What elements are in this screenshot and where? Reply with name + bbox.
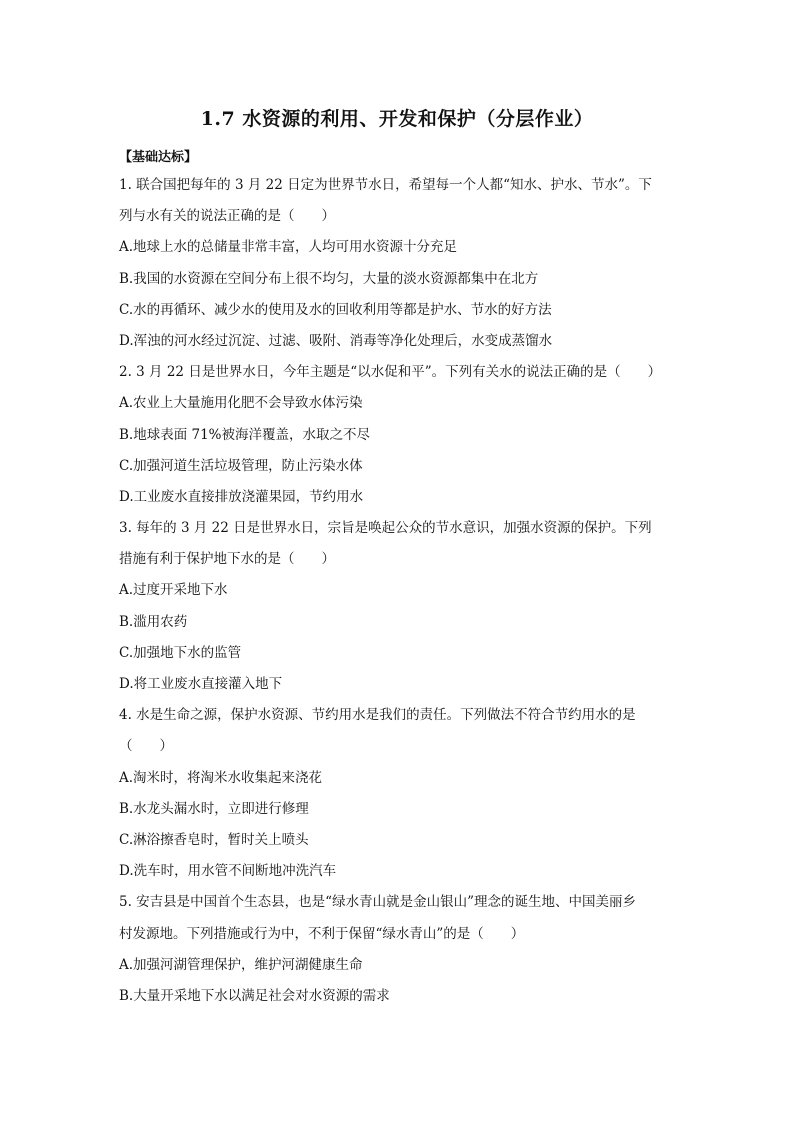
answer-option: D.工业废水直接排放浇灌果园，节约用水	[119, 488, 364, 505]
answer-option: B.水龙头漏水时，立即进行修理	[119, 800, 309, 817]
answer-option: B.地球表面 71%被海洋覆盖，水取之不尽	[119, 426, 371, 443]
answer-option: A.加强河湖管理保护，维护河湖健康生命	[119, 956, 363, 973]
question-stem-line: （ ）	[119, 738, 173, 755]
question-4	[119, 700, 679, 887]
answer-option: D.将工业废水直接灌入地下	[119, 676, 283, 692]
answer-option: A.淘米时，将淘米水收集起来浇花	[119, 769, 323, 786]
question-1	[119, 170, 679, 357]
question-stem-line: 2. 3 月 22 日是世界水日，今年主题是“以水促和平”。下列有关水的说法正确的是（ ）	[119, 364, 662, 381]
question-stem-line: 列与水有关的说法正确的是（ ）	[119, 208, 335, 225]
answer-option: D.洗车时，用水管不间断地冲洗汽车	[119, 863, 337, 880]
document-title: 1.7 水资源的利用、开发和保护（分层作业）	[200, 108, 594, 130]
answer-option: C.加强河道生活垃圾管理，防止污染水体	[119, 457, 363, 474]
answer-option: A.农业上大量施用化肥不会导致水体污染	[119, 395, 363, 412]
question-stem-line: 5. 安吉县是中国首个生态县，也是“绿水青山就是金山银山”理念的诞生地、中国美丽乡	[119, 894, 636, 911]
answer-option: B.滥用农药	[119, 613, 188, 630]
question-stem-line: 村发源地。下列措施或行为中，不利于保留“绿水青山”的是（ ）	[119, 925, 525, 942]
question-2	[119, 357, 679, 513]
question-stem-line: 1. 联合国把每年的 3 月 22 日定为世界节水日，希望每一个人都“知水、护水、节水”。下	[119, 177, 652, 193]
question-list	[119, 170, 679, 1012]
question-stem-line: 措施有利于保护地下水的是（ ）	[119, 551, 335, 568]
question-stem-line: 3. 每年的 3 月 22 日是世界水日，宗旨是唤起公众的节水意识，加强水资源的保护。下列	[119, 520, 652, 537]
section-heading: 【基础达标】	[119, 150, 198, 165]
answer-option: A.过度开采地下水	[119, 582, 228, 599]
answer-option: C.加强地下水的监管	[119, 644, 242, 661]
answer-option: C.水的再循环、减少水的使用及水的回收利用等都是护水、节水的好方法	[119, 301, 552, 318]
answer-option: B.我国的水资源在空间分布上很不均匀，大量的淡水资源都集中在北方	[119, 270, 539, 287]
question-3	[119, 513, 679, 700]
answer-option: B.大量开采地下水以满足社会对水资源的需求	[119, 987, 390, 1004]
answer-option: C.淋浴擦香皂时，暂时关上喷头	[119, 831, 309, 848]
question-stem-line: 4. 水是生命之源，保护水资源、节约用水是我们的责任。下列做法不符合节约用水的是	[119, 707, 636, 724]
answer-option: A.地球上水的总储量非常丰富，人均可用水资源十分充足	[119, 239, 458, 256]
answer-option: D.浑浊的河水经过沉淀、过滤、吸附、消毒等净化处理后，水变成蒸馏水	[119, 332, 553, 349]
question-5	[119, 887, 679, 1012]
